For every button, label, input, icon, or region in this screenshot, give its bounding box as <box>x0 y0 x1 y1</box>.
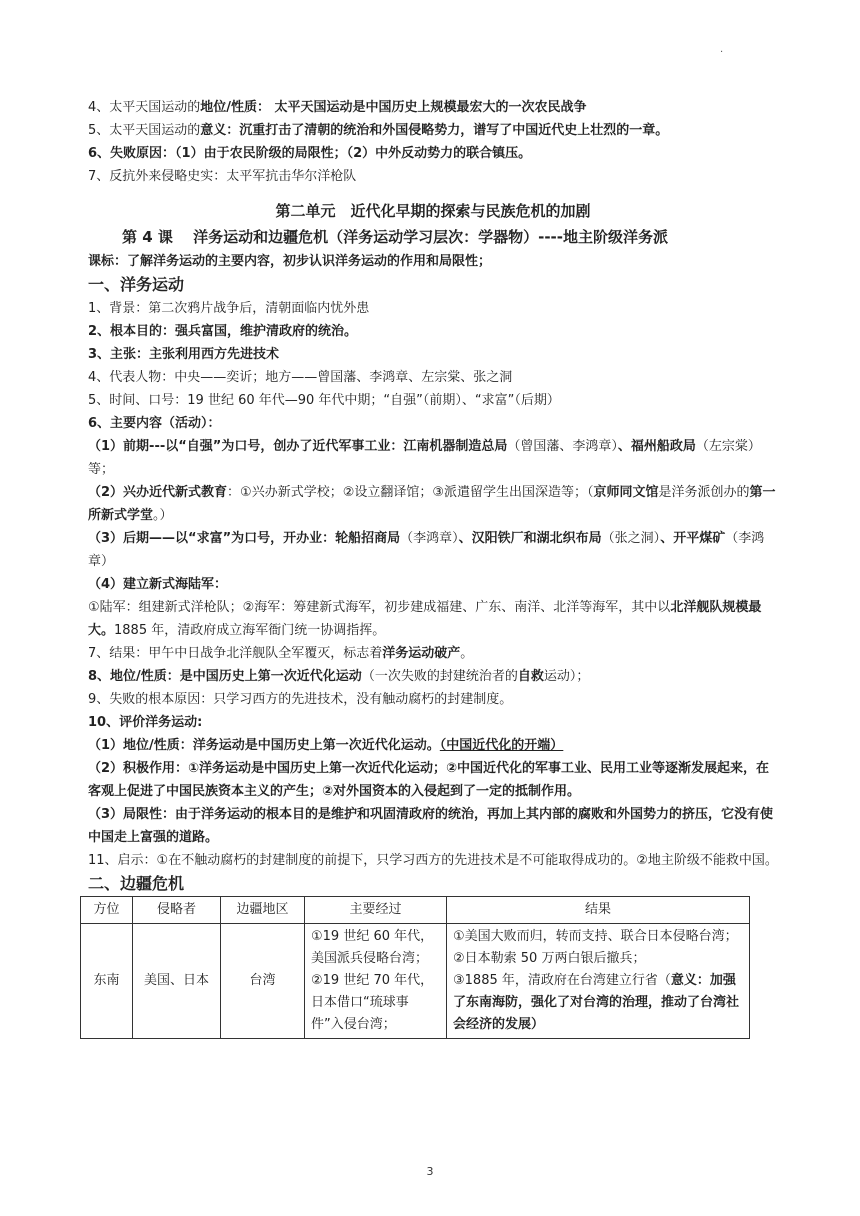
bold-span: 京师同文馆 <box>593 485 659 500</box>
text-line: 10、评价洋务运动: <box>88 715 203 730</box>
text-span: 是洋务派创办的 <box>658 485 750 500</box>
table-header-row <box>81 897 750 924</box>
table-header-cell: 边疆地区 <box>221 897 305 924</box>
result-line: ②日本勒索 50 万两白银后撤兵； <box>453 951 646 966</box>
bold-span: （2）兴办近代新式教育 <box>88 485 228 500</box>
result-line: ①美国大败而归，转而支持、联合日本侵略台湾； <box>453 929 738 944</box>
text-span: ：①兴办新式学校；②设立翻译馆；③派遣留学生出国深造等；（ <box>227 485 594 500</box>
bold-span: （3）后期——以“求富”为口号，开办业：轮船招商局 <box>88 531 401 546</box>
text-span: （李鸿章） <box>88 531 765 569</box>
text-span: （左宗棠） <box>695 439 761 454</box>
header-mark: . <box>720 44 724 55</box>
text-line <box>88 96 778 119</box>
text-line: 6、主要内容（活动）： <box>88 416 221 431</box>
bold-span: 地位/性质： <box>200 100 271 115</box>
paragraph <box>88 527 778 573</box>
table-cell <box>447 924 750 1039</box>
bold-span: （1）地位/性质：洋务运动是中国历史上第一次近代化运动。 <box>88 738 440 753</box>
bold-span: 、福州船政局 <box>617 439 696 454</box>
text-line <box>88 665 778 688</box>
paragraph <box>88 481 778 527</box>
text-line: （4）建立新式海陆军： <box>88 577 228 592</box>
table-row <box>81 924 750 1039</box>
text-span: （张之洞） <box>601 531 661 546</box>
page-number: 3 <box>426 1165 434 1178</box>
curriculum-standard: 课标：了解洋务运动的主要内容，初步认识洋务运动的作用和局限性； <box>88 254 492 269</box>
text-span: （一次失败的封建统治者的 <box>361 669 518 684</box>
unit-title: 第二单元 近代化早期的探索与民族危机的加剧 <box>275 202 591 220</box>
text-line: 5、时间、口号：19 世纪 60 年代—90 年代中期；“自强”（前期）、“求富”（后期） <box>88 393 560 408</box>
text-span: 5、太平天国运动的 <box>88 123 201 138</box>
table-header-cell: 主要经过 <box>305 897 447 924</box>
table-cell: 台湾 <box>221 924 305 1039</box>
lesson-title: 第 4 课 洋务运动和边疆危机（洋务运动学习层次：学器物）----地主阶级洋务派 <box>122 228 669 246</box>
bold-span: 意义：沉重打击了清朝的统治和外国侵略势力，谱写了中国近代史上壮烈的一章。 <box>200 123 669 138</box>
text-span: （曾国藩、李鸿章） <box>507 439 618 454</box>
text-span: 7、结果：甲午中日战争北洋舰队全军覆灭，标志着 <box>88 646 383 661</box>
table-cell: 美国、日本 <box>133 924 221 1039</box>
text-line <box>88 119 778 142</box>
table-cell: ①19 世纪 60 年代，美国派兵侵略台湾；②19 世纪 70 年代，日本借口“琉球事件”入侵台湾； <box>305 924 447 1039</box>
bold-span: （1）前期---以“自强”为口号，创办了近代军事工业：江南机器制造总局 <box>88 439 508 454</box>
text-span: 等； <box>88 462 115 477</box>
table-header-cell: 方位 <box>81 897 133 924</box>
text-line <box>88 734 778 757</box>
frontier-crisis-table <box>80 896 750 1039</box>
text-line: 4、代表人物：中央——奕䜣；地方——曾国藩、李鸿章、左宗棠、张之洞 <box>88 370 513 385</box>
bold-span: 洋务运动破产 <box>382 646 461 661</box>
paragraph: 11、启示：①在不触动腐朽的封建制度的前提下，只学习西方的先进技术是不可能取得成功的。②地主阶级不能救中国。 <box>88 853 778 868</box>
paragraph <box>88 435 778 481</box>
bold-span: 第一所新式学堂 <box>88 485 776 523</box>
paragraph: （3）局限性：由于洋务运动的根本目的是维护和巩固清政府的统治，再加上其内部的腐败和外国势力的挤压，它没有使中国走上富强的道路。 <box>88 807 774 845</box>
bold-span: 是中国历史上第一次近代化运动 <box>179 669 362 684</box>
paragraph <box>88 596 778 642</box>
section-heading: 二、边疆危机 <box>88 874 185 893</box>
text-line: 6、失败原因：（1）由于农民阶级的局限性；（2）中外反动势力的联合镇压。 <box>88 146 532 161</box>
text-span: 。 <box>460 646 474 661</box>
bold-span: 、汉阳铁厂和湖北织布局 <box>458 531 602 546</box>
underlined-span: （中国近代化的开端） <box>439 738 564 753</box>
text-span: ③1885 年，清政府在台湾建立行省（ <box>453 973 671 988</box>
table-cell: 东南 <box>81 924 133 1039</box>
text-line: 3、主张：主张利用西方先进技术 <box>88 347 280 362</box>
bold-span: 太平天国运动是中国历史上规模最宏大的一次农民战争 <box>270 100 587 115</box>
text-line <box>88 642 778 665</box>
text-span: 。） <box>153 508 173 523</box>
bold-span: 自救 <box>517 669 544 684</box>
text-line: 7、反抗外来侵略史实：太平军抗击华尔洋枪队 <box>88 169 357 184</box>
section-heading: 一、洋务运动 <box>88 275 185 294</box>
text-line: 1、背景：第二次鸦片战争后，清朝面临内忧外患 <box>88 301 370 316</box>
bold-span: 意义：加强了东南海防，强化了对台湾的治理，推动了台湾社会经济的发展） <box>453 973 740 1032</box>
text-span: 4、太平天国运动的 <box>88 100 201 115</box>
result-line <box>453 970 743 1036</box>
text-line: 2、根本目的：强兵富国，维护清政府的统治。 <box>88 324 358 339</box>
paragraph: （2）积极作用：①洋务运动是中国历史上第一次近代化运动；②中国近代化的军事工业、民用工业等逐渐发展起来，在客观上促进了中国民族资本主义的产生；②对外国资本的入侵起到了一定的抵制作用。 <box>88 761 770 799</box>
text-span: （李鸿章） <box>400 531 459 546</box>
bold-span: 、开平煤矿 <box>660 531 726 546</box>
text-span: 运动）； <box>543 669 590 684</box>
text-span: ①陆军：组建新式洋枪队；②海军：筹建新式海军，初步建成福建、广东、南洋、北洋等海军，其中以 <box>88 600 671 615</box>
bold-span: 8、地位/性质： <box>88 669 180 684</box>
table-header-cell: 侵略者 <box>133 897 221 924</box>
text-line: 9、失败的根本原因：只学习西方的先进技术，没有触动腐朽的封建制度。 <box>88 692 513 707</box>
table-header-cell: 结果 <box>447 897 750 924</box>
bold-span: 北洋舰队规模最大。 <box>88 600 762 638</box>
text-span: 1885 年，清政府成立海军衙门统一协调指挥。 <box>114 623 386 638</box>
page-content <box>88 96 778 1039</box>
